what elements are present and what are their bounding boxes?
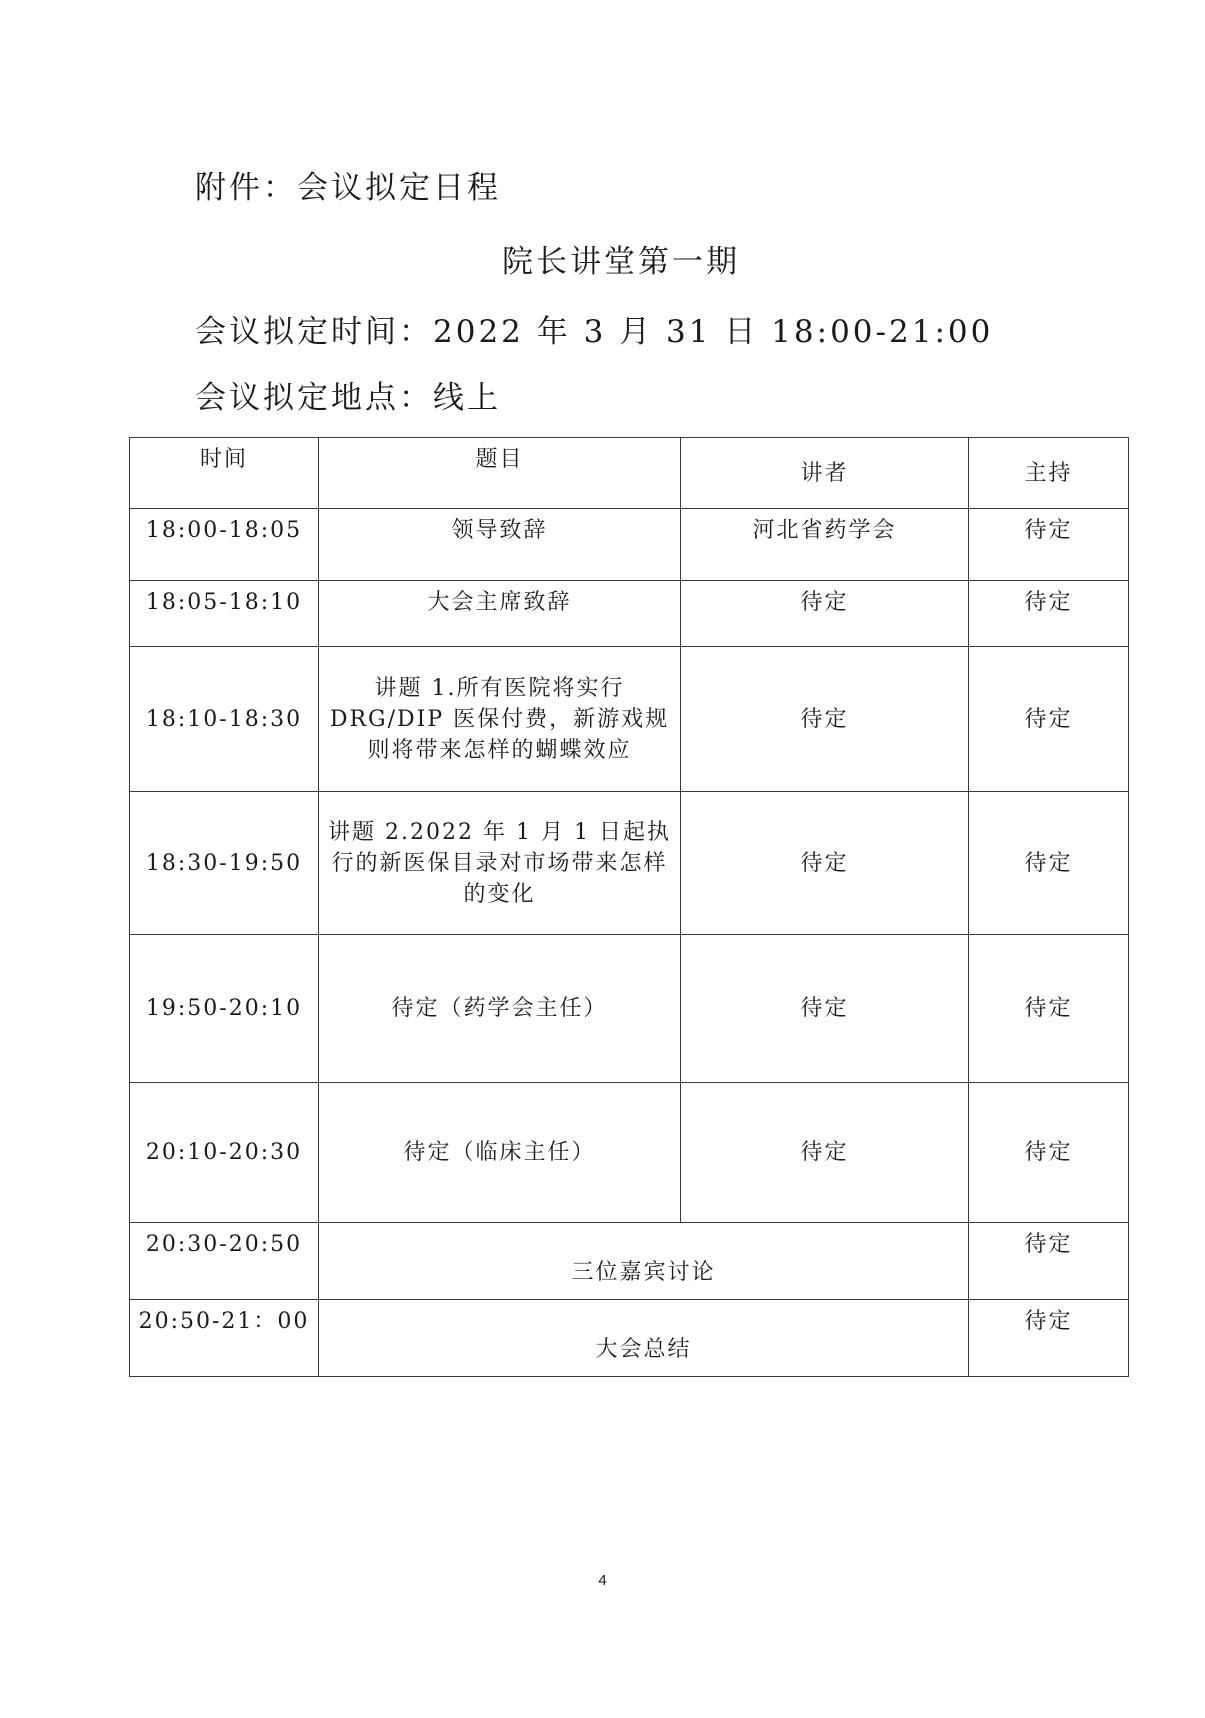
speaker-cell: 待定 (681, 581, 969, 647)
host-cell: 待定 (969, 792, 1129, 935)
table-row (130, 792, 1129, 935)
merged-topic-cell: 三位嘉宾讨论 (319, 1223, 969, 1300)
topic-cell: 讲题 1.所有医院将实行 DRG/DIP 医保付费，新游戏规则将带来怎样的蝴蝶效应 (319, 647, 681, 792)
table-header-row (130, 438, 1129, 509)
document-subtitle: 院长讲堂第一期 (502, 244, 740, 280)
header-cell-speaker: 讲者 (681, 438, 969, 509)
speaker-cell: 待定 (681, 792, 969, 935)
topic-cell: 待定（临床主任） (319, 1083, 681, 1223)
topic-cell: 待定（药学会主任） (319, 935, 681, 1083)
speaker-cell: 河北省药学会 (681, 509, 969, 581)
merged-topic-cell: 大会总结 (319, 1300, 969, 1377)
host-cell: 待定 (969, 647, 1129, 792)
speaker-cell: 待定 (681, 1083, 969, 1223)
host-cell: 待定 (969, 1223, 1129, 1300)
attachment-heading: 附件：会议拟定日程 (195, 170, 501, 206)
host-cell: 待定 (969, 581, 1129, 647)
speaker-cell: 待定 (681, 935, 969, 1083)
page-number: 4 (598, 1572, 607, 1589)
time-cell: 18:00-18:05 (130, 509, 319, 581)
time-cell: 20:50-21：00 (130, 1300, 319, 1377)
table-row (130, 935, 1129, 1083)
table-row (130, 1083, 1129, 1223)
table-row (130, 1223, 1129, 1300)
time-cell: 19:50-20:10 (130, 935, 319, 1083)
header-cell-topic: 题目 (319, 438, 681, 509)
host-cell: 待定 (969, 1300, 1129, 1377)
time-cell: 20:10-20:30 (130, 1083, 319, 1223)
header-cell-host: 主持 (969, 438, 1129, 509)
time-cell: 18:10-18:30 (130, 647, 319, 792)
time-cell: 20:30-20:50 (130, 1223, 319, 1300)
meeting-time: 会议拟定时间：2022 年 3 月 31 日 18:00-21:00 (195, 314, 994, 350)
table-row (130, 1300, 1129, 1377)
host-cell: 待定 (969, 509, 1129, 581)
topic-cell: 大会主席致辞 (319, 581, 681, 647)
time-cell: 18:30-19:50 (130, 792, 319, 935)
host-cell: 待定 (969, 1083, 1129, 1223)
topic-cell: 讲题 2.2022 年 1 月 1 日起执行的新医保目录对市场带来怎样的变化 (319, 792, 681, 935)
meeting-place: 会议拟定地点：线上 (195, 380, 501, 416)
time-cell: 18:05-18:10 (130, 581, 319, 647)
topic-cell: 领导致辞 (319, 509, 681, 581)
table-row (130, 647, 1129, 792)
schedule-table (129, 437, 1129, 1377)
table-row (130, 581, 1129, 647)
header-cell-time: 时间 (130, 438, 319, 509)
host-cell: 待定 (969, 935, 1129, 1083)
speaker-cell: 待定 (681, 647, 969, 792)
table-row (130, 509, 1129, 581)
